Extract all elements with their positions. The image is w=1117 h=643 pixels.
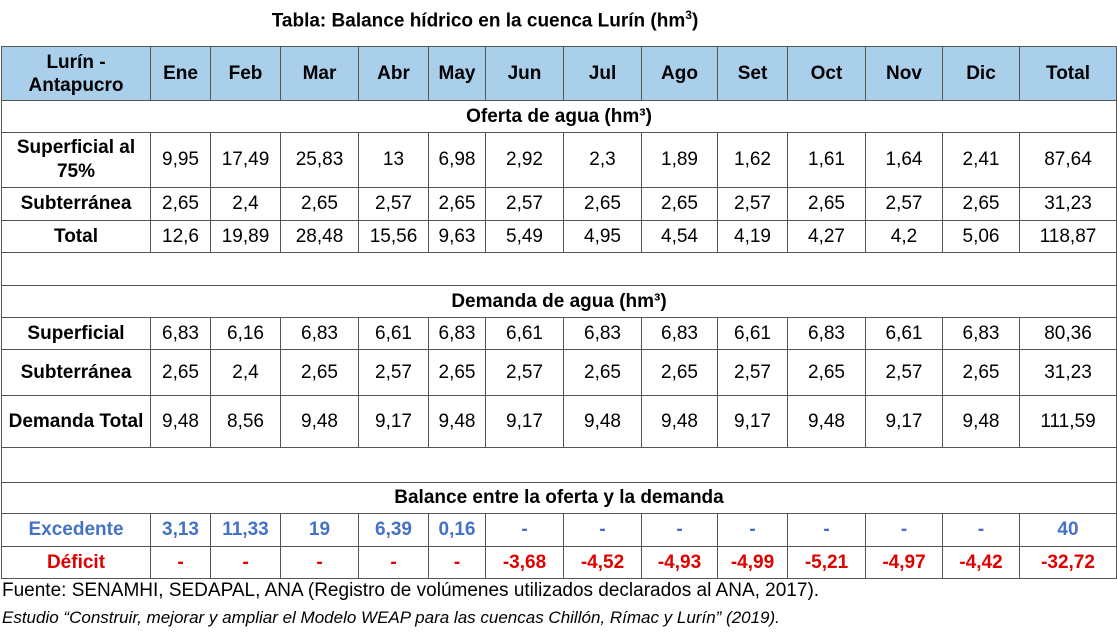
row-label: Déficit [2, 547, 151, 579]
table-cell: 2,65 [281, 350, 359, 396]
table-title [0, 8, 970, 32]
table-cell: 17,49 [211, 133, 281, 188]
table-cell: - [866, 514, 943, 547]
table-cell: 6,61 [486, 318, 564, 350]
table-cell: 6,83 [564, 318, 642, 350]
table-cell: - [429, 547, 486, 579]
table-cell: -4,52 [564, 547, 642, 579]
section-row [2, 101, 1117, 133]
table-cell: 6,61 [866, 318, 943, 350]
table-cell: 0,16 [429, 514, 486, 547]
table-cell: 9,48 [564, 396, 642, 448]
table-cell: 6,83 [281, 318, 359, 350]
table-cell: 6,16 [211, 318, 281, 350]
table-cell: 118,87 [1020, 221, 1117, 253]
table-cell: 9,17 [359, 396, 429, 448]
table-cell: 6,83 [151, 318, 211, 350]
table-cell: 25,83 [281, 133, 359, 188]
spacer-row [2, 448, 1117, 483]
table-cell: -3,68 [486, 547, 564, 579]
table-cell: - [151, 547, 211, 579]
table-row [2, 133, 1117, 188]
title-text: Tabla: Balance hídrico en la cuenca Lurín (hm [271, 10, 686, 32]
table-cell: 4,27 [788, 221, 866, 253]
table-cell: 2,65 [788, 350, 866, 396]
table-cell: 9,48 [642, 396, 718, 448]
section-title-balance: Balance entre la oferta y la demanda [2, 483, 1117, 514]
table-cell: 28,48 [281, 221, 359, 253]
table-row [2, 318, 1117, 350]
header-cell: Lurín - Antapucro [2, 47, 151, 101]
table-cell: 2,57 [718, 350, 788, 396]
table-row [2, 221, 1117, 253]
header-cell: Feb [211, 47, 281, 101]
table-cell: 6,83 [642, 318, 718, 350]
table-cell: 6,83 [788, 318, 866, 350]
table-cell: 1,64 [866, 133, 943, 188]
header-cell: Total [1020, 47, 1117, 101]
table-cell: 9,17 [866, 396, 943, 448]
table-cell: 80,36 [1020, 318, 1117, 350]
table-cell: 2,65 [642, 350, 718, 396]
header-cell: Abr [359, 47, 429, 101]
table-cell: - [359, 547, 429, 579]
table-row [2, 188, 1117, 221]
header-cell: Dic [943, 47, 1020, 101]
table-cell: 2,65 [429, 188, 486, 221]
table-cell: 1,61 [788, 133, 866, 188]
table-cell: 2,65 [429, 350, 486, 396]
table-cell: 2,4 [211, 350, 281, 396]
table-cell: 2,57 [718, 188, 788, 221]
spacer-row [2, 253, 1117, 286]
table-cell: 4,19 [718, 221, 788, 253]
table-cell: 2,65 [281, 188, 359, 221]
table-cell: 9,95 [151, 133, 211, 188]
table-cell: 11,33 [211, 514, 281, 547]
table-cell: 4,54 [642, 221, 718, 253]
table-cell: 3,13 [151, 514, 211, 547]
row-label: Demanda Total [2, 396, 151, 448]
table-cell: 9,17 [486, 396, 564, 448]
table-cell: 2,65 [642, 188, 718, 221]
table-cell: 9,63 [429, 221, 486, 253]
table-cell: 19 [281, 514, 359, 547]
row-label: Subterránea [2, 350, 151, 396]
table-cell: 1,62 [718, 133, 788, 188]
table-cell: 2,57 [359, 350, 429, 396]
study-note: Estudio “Construir, mejorar y ampliar el Modelo WEAP para las cuencas Chillón, Rímac y Lurín” (2019). [2, 608, 780, 627]
table-cell: 13 [359, 133, 429, 188]
header-cell: Oct [788, 47, 866, 101]
table-cell: 87,64 [1020, 133, 1117, 188]
table-cell: 9,17 [718, 396, 788, 448]
table-cell: -4,97 [866, 547, 943, 579]
table-cell: - [564, 514, 642, 547]
table-cell: - [642, 514, 718, 547]
table-cell: -5,21 [788, 547, 866, 579]
table-cell: 2,92 [486, 133, 564, 188]
header-cell: Jul [564, 47, 642, 101]
header-cell: Set [718, 47, 788, 101]
table-cell: 2,57 [866, 188, 943, 221]
table-cell: -4,42 [943, 547, 1020, 579]
table-cell: 6,61 [718, 318, 788, 350]
table-cell: 5,06 [943, 221, 1020, 253]
empty-cell [2, 253, 1117, 286]
table-row [2, 350, 1117, 396]
header-cell: Nov [866, 47, 943, 101]
table-cell: 31,23 [1020, 188, 1117, 221]
row-label: Superficial al 75% [2, 133, 151, 188]
table-cell: - [788, 514, 866, 547]
table-cell: 2,3 [564, 133, 642, 188]
table-cell: 9,48 [281, 396, 359, 448]
table-cell: 4,95 [564, 221, 642, 253]
table-cell: 9,48 [943, 396, 1020, 448]
table-cell: 9,48 [788, 396, 866, 448]
table-cell: 2,57 [486, 188, 564, 221]
table-cell: 2,65 [564, 350, 642, 396]
header-cell: Ene [151, 47, 211, 101]
water-balance-table [1, 46, 1117, 579]
table-cell: -4,93 [642, 547, 718, 579]
row-label: Excedente [2, 514, 151, 547]
title-end: ) [691, 10, 699, 32]
section-title-oferta: Oferta de agua (hm³) [2, 101, 1117, 133]
header-cell: Jun [486, 47, 564, 101]
table-cell: 6,83 [429, 318, 486, 350]
table-cell: 2,4 [211, 188, 281, 221]
table-cell: -32,72 [1020, 547, 1117, 579]
row-label: Superficial [2, 318, 151, 350]
table-cell: 2,57 [359, 188, 429, 221]
title-superscript: 3 [685, 8, 692, 22]
table-cell: -4,99 [718, 547, 788, 579]
header-cell: Ago [642, 47, 718, 101]
section-title-demanda: Demanda de agua (hm³) [2, 286, 1117, 318]
table-cell: 1,89 [642, 133, 718, 188]
section-row [2, 286, 1117, 318]
excedente-row [2, 514, 1117, 547]
source-note: Fuente: SENAMHI, SEDAPAL, ANA (Registro de volúmenes utilizados declarados al ANA, 2017). [2, 580, 820, 601]
table-cell: 5,49 [486, 221, 564, 253]
table-cell: 31,23 [1020, 350, 1117, 396]
table-cell: 6,98 [429, 133, 486, 188]
table-cell: 2,65 [943, 188, 1020, 221]
table-cell: 6,39 [359, 514, 429, 547]
table-cell: 15,56 [359, 221, 429, 253]
table-cell: 8,56 [211, 396, 281, 448]
table-cell: 2,65 [788, 188, 866, 221]
table-cell: 9,48 [151, 396, 211, 448]
table-cell: 2,65 [564, 188, 642, 221]
table-cell: 9,48 [429, 396, 486, 448]
table-cell: 2,57 [866, 350, 943, 396]
empty-cell [2, 448, 1117, 483]
table-cell: 2,57 [486, 350, 564, 396]
table-cell: 4,2 [866, 221, 943, 253]
table-cell: 40 [1020, 514, 1117, 547]
table-cell: - [943, 514, 1020, 547]
row-label: Total [2, 221, 151, 253]
table-cell: - [281, 547, 359, 579]
table-cell: 6,61 [359, 318, 429, 350]
table-cell: 2,65 [943, 350, 1020, 396]
header-cell: May [429, 47, 486, 101]
table-cell: 19,89 [211, 221, 281, 253]
table-row [2, 396, 1117, 448]
table-cell: 2,65 [151, 350, 211, 396]
table-cell: 2,41 [943, 133, 1020, 188]
table-cell: - [211, 547, 281, 579]
table-cell: 2,65 [151, 188, 211, 221]
table-cell: - [486, 514, 564, 547]
row-label: Subterránea [2, 188, 151, 221]
table-cell: - [718, 514, 788, 547]
table-cell: 6,83 [943, 318, 1020, 350]
table-cell: 111,59 [1020, 396, 1117, 448]
deficit-row [2, 547, 1117, 579]
section-row [2, 483, 1117, 514]
header-row [2, 47, 1117, 101]
table-cell: 12,6 [151, 221, 211, 253]
header-cell: Mar [281, 47, 359, 101]
